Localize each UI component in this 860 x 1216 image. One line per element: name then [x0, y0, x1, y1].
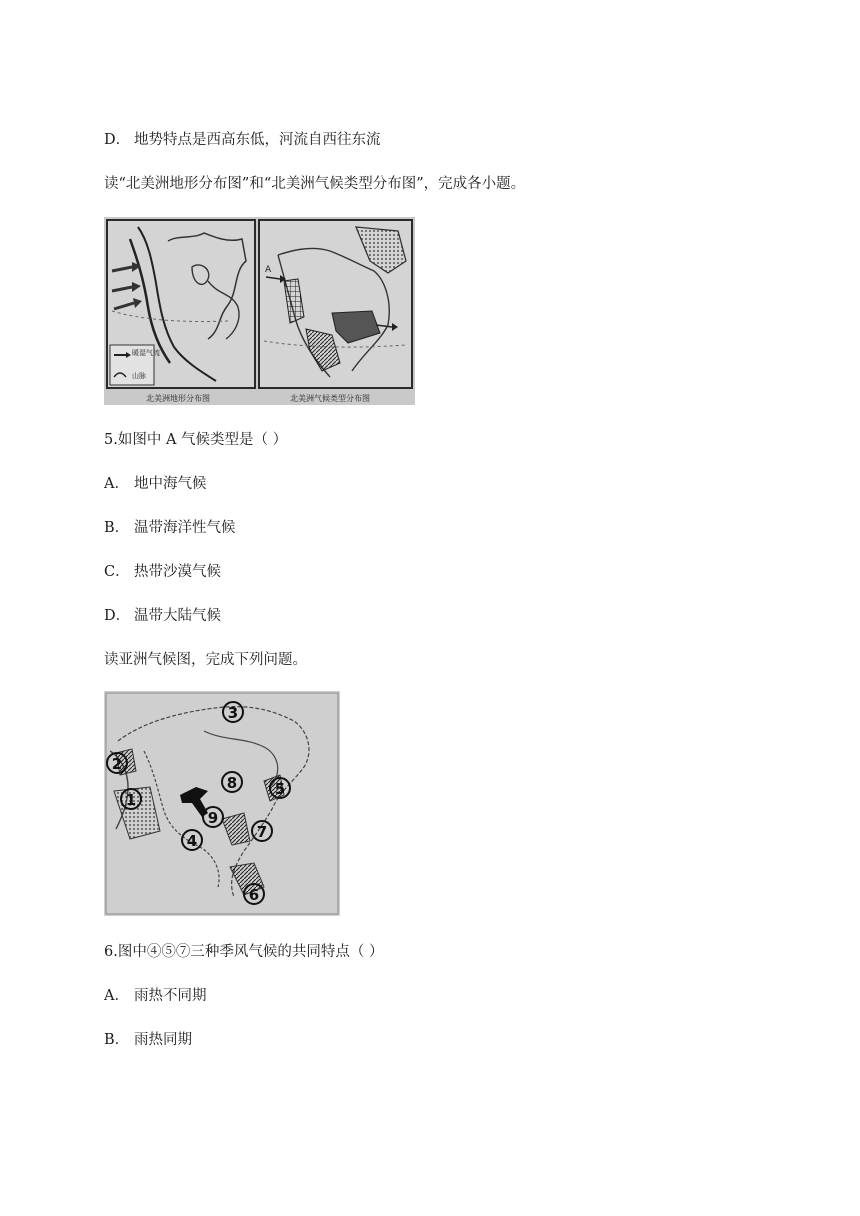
- region-marker-9: 9: [207, 809, 219, 827]
- climate-label-a: A: [265, 265, 272, 275]
- region-marker-1: 1: [125, 791, 137, 809]
- option-letter: B．: [104, 520, 130, 536]
- option-text: 热带沙漠气候: [134, 564, 221, 580]
- option-text: 温带海洋性气候: [134, 520, 236, 536]
- region-marker-4: 4: [186, 832, 198, 850]
- q5-option-d[interactable]: [104, 606, 221, 626]
- region-marker-6: 6: [248, 886, 260, 904]
- region-marker-2: 2: [111, 755, 123, 773]
- q5-option-c[interactable]: [104, 562, 221, 582]
- region-marker-3: 3: [227, 704, 239, 722]
- warm-airflow-arrows: [112, 262, 142, 309]
- climate-map: [260, 221, 411, 387]
- option-text: 雨热同期: [134, 1032, 192, 1048]
- q5-option-b[interactable]: [104, 518, 236, 538]
- option-letter: B．: [104, 1032, 130, 1048]
- option-text: 地中海气候: [134, 476, 207, 492]
- option-text: 雨热不同期: [134, 988, 207, 1004]
- option-letter: A．: [104, 476, 129, 492]
- asia-climate-map: [104, 691, 340, 916]
- legend-warm-airflow: 暖湿气流: [132, 349, 160, 357]
- q5-option-a[interactable]: [104, 474, 207, 494]
- question-5: 5.如图中 A 气候类型是（ ）: [104, 432, 288, 448]
- q6-option-b[interactable]: [104, 1030, 192, 1050]
- region-marker-5: 5: [274, 780, 286, 798]
- option-letter: C．: [104, 564, 130, 580]
- option-text: 温带大陆气候: [134, 608, 221, 624]
- region-marker-7: 7: [256, 823, 268, 841]
- option-letter: A．: [104, 988, 129, 1004]
- terrain-map: [108, 221, 254, 387]
- legend-mountains: 山脉: [132, 372, 146, 380]
- climate-map-panel: [258, 219, 413, 389]
- north-america-figure: [104, 217, 415, 405]
- q6-option-a[interactable]: [104, 986, 207, 1006]
- terrain-map-caption: 北美洲地形分布图: [146, 394, 210, 403]
- option-letter: D．: [104, 132, 131, 148]
- intro-asia: 读亚洲气候图，完成下列问题。: [104, 652, 307, 668]
- intro-north-america: 读“北美洲地形分布图”和“北美洲气候类型分布图”，完成各小题。: [104, 176, 526, 192]
- prev-option-d: [104, 130, 381, 150]
- terrain-map-panel: [106, 219, 256, 389]
- option-letter: D．: [104, 608, 131, 624]
- question-6: 6.图中④⑤⑦三种季风气候的共同特点（ ）: [104, 944, 384, 960]
- climate-map-caption: 北美洲气候类型分布图: [290, 394, 370, 403]
- region-marker-8: 8: [226, 774, 238, 792]
- asia-region-markers: [104, 691, 340, 916]
- option-text: 地势特点是西高东低，河流自西往东流: [134, 132, 381, 148]
